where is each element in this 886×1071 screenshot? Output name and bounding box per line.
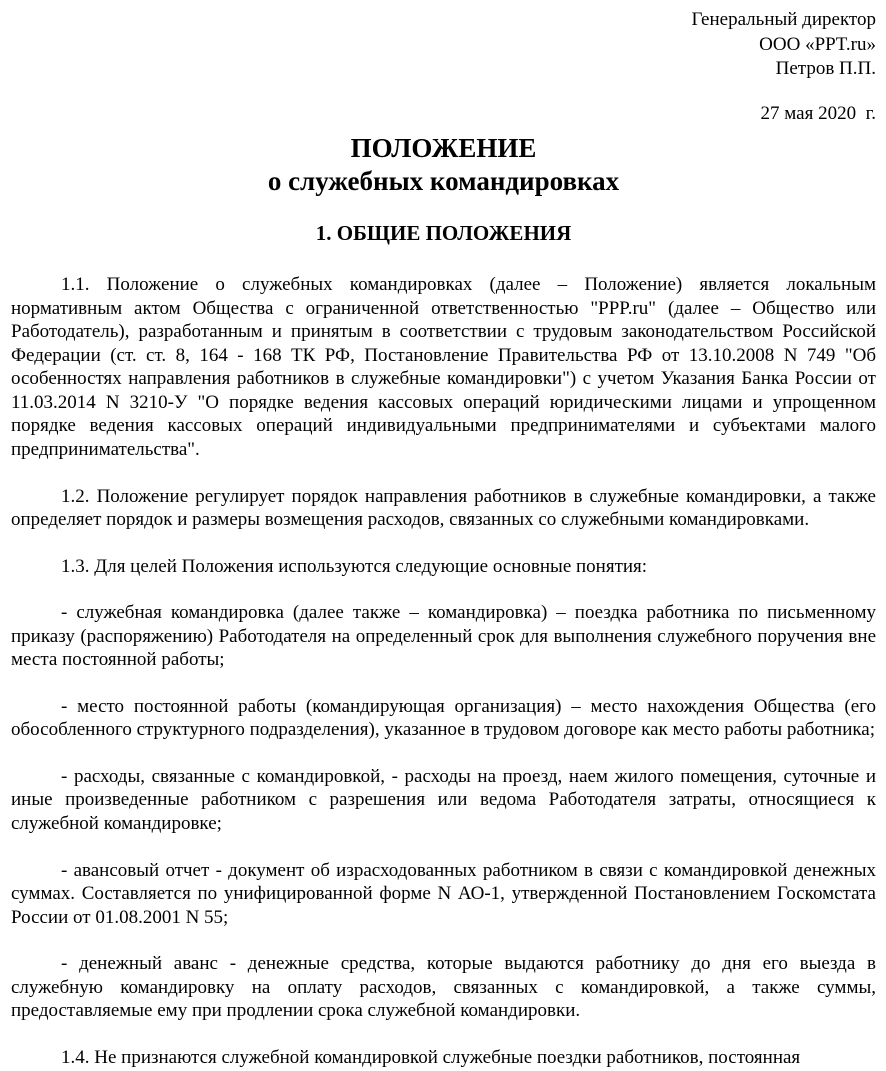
paragraph-1-3: 1.3. Для целей Положения используются следующие основные понятия: [61, 555, 648, 577]
section-heading: 1. ОБЩИЕ ПОЛОЖЕНИЯ [315, 220, 572, 245]
definition-cash-advance: - денежный аванс - денежные средства, которые выдаются работнику до дня его выезда в служебную командировку на оплату расходов, связанных с командировкой, а также суммы, предоставляемые ему при продлении срока служебной командировки. [11, 953, 876, 1022]
letterhead-line-name: Петров П.П. [775, 58, 876, 80]
document-subtitle-line: о служебных командировках [267, 166, 620, 196]
definition-trip-expenses: - расходы, связанные с командировкой, - расходы на проезд, наем жилого помещения, суточные и иные произведенные работником с разрешения или ведома Работодателя затраты, относящиеся к служебной командировке; [11, 765, 876, 834]
letterhead-line-company: ООО «PPT.ru» [759, 33, 876, 55]
document-date: 27 мая 2020 г. [760, 103, 876, 125]
letterhead [11, 8, 876, 82]
letterhead-line-position: Генеральный директор [691, 9, 876, 30]
document-body [11, 273, 876, 1069]
definition-business-trip: - служебная командировка (далее также – командировка) – поездка работника по письменному приказу (распоряжению) Работодателя на определенный срок для выполнения служебного поручения вне места постоянной работы; [11, 602, 876, 671]
paragraph-1-1: 1.1. Положение о служебных командировках (далее – Положение) является локальным нормативным актом Общества с ограниченной ответственностью "PPP.ru" (далее – Общество или Работодатель), разработанным и принятым в соответствии с трудовым законодательством Российской Федерации (ст. ст. 8, 164 - 168 ТК РФ, Постановление Правительства РФ от 13.10.2008 N 749 "Об особенностях направления работников в служебные командировки") с учетом Указания Банка России от 11.03.2014 N 3210-У "О порядке ведения кассовых операций юридическими лицами и упрощенном порядке ведения кассовых операций индивидуальными предпринимателями и субъектами малого предпринимательства". [11, 274, 876, 460]
paragraph-1-2: 1.2. Положение регулирует порядок направления работников в служебные командировки, а также определяет порядок и размеры возмещения расходов, связанных со служебными командировками. [11, 485, 876, 531]
document-title-line: ПОЛОЖЕНИЕ [350, 133, 537, 164]
document-title [11, 132, 876, 198]
paragraph-1-4-truncated: 1.4. Не признаются служебной командировкой служебные поездки работников, постоянная [61, 1046, 801, 1068]
definition-advance-report: - авансовый отчет - документ об израсходованных работником в связи с командировкой денежных суммах. Составляется по унифицированной форме N АО-1, утвержденной Постановлением Госкомстата России от 01.08.2001 N 55; [11, 859, 876, 928]
definition-permanent-workplace: - место постоянной работы (командирующая организация) – место нахождения Общества (его обособленного структурного подразделения), указанное в трудовом договоре как место работы работника; [11, 695, 876, 741]
